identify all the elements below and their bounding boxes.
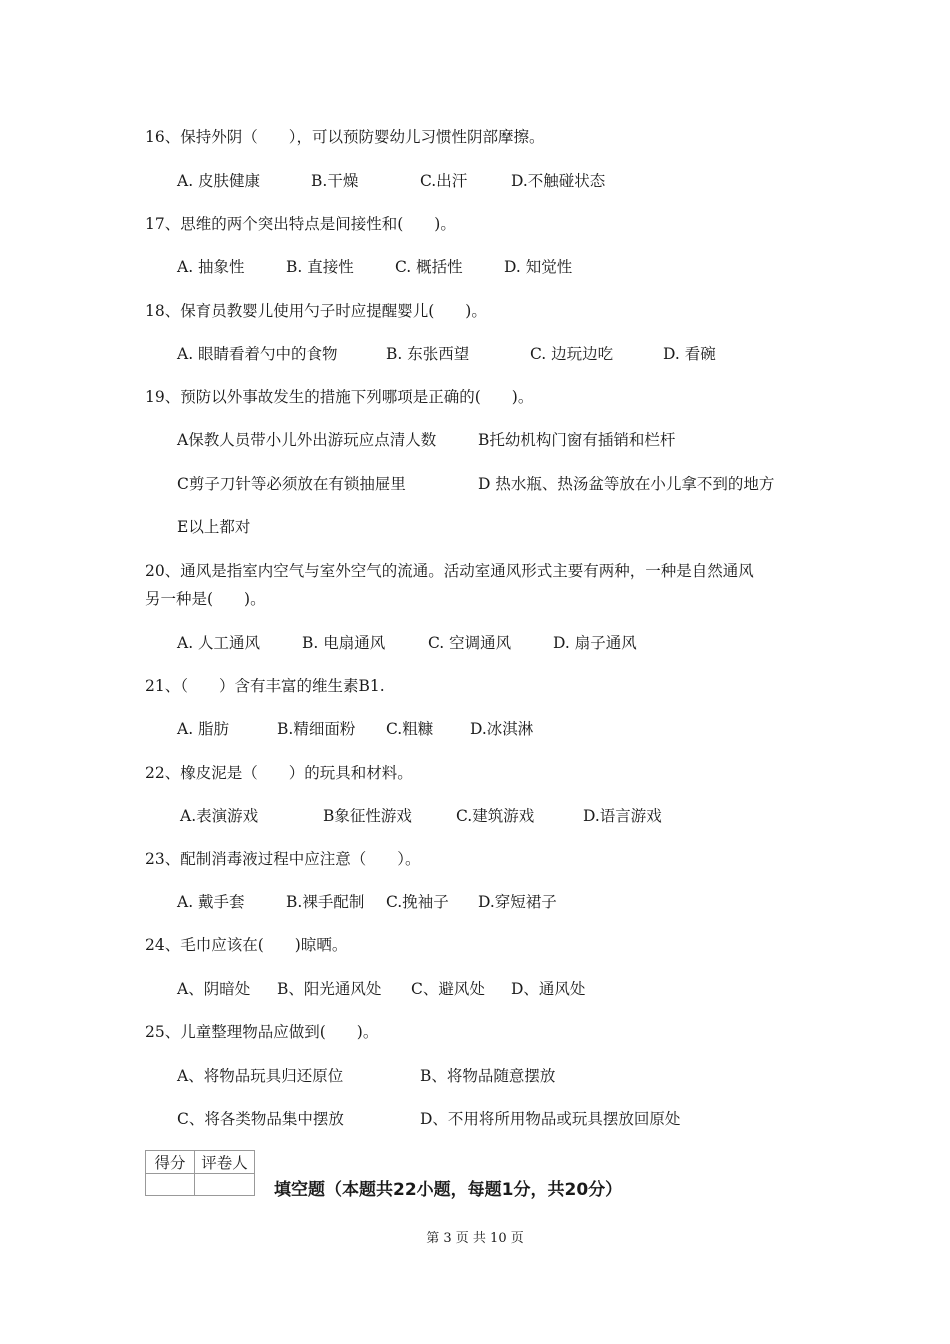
question-23-option-a: A. 戴手套 (177, 893, 245, 911)
question-19-option-c: C剪子刀针等必须放在有锁抽屉里 (177, 475, 406, 493)
question-24-option-d: D、通风处 (511, 980, 586, 998)
question-20-option-d: D. 扇子通风 (553, 634, 637, 652)
question-16-option-b: B.干燥 (311, 172, 359, 190)
question-19-option-b: B托幼机构门窗有插销和栏杆 (478, 431, 676, 449)
question-22-option-c: C.建筑游戏 (456, 807, 535, 825)
question-20-option-b: B. 电扇通风 (302, 634, 386, 652)
question-21-option-a: A. 脂肪 (177, 720, 230, 738)
score-table (145, 1150, 255, 1196)
question-22-option-b: B象征性游戏 (323, 807, 412, 825)
question-22-stem: 22、橡皮泥是（ ）的玩具和材料。 (145, 764, 413, 782)
question-16-option-d: D.不触碰状态 (511, 172, 606, 190)
question-20-option-a: A. 人工通风 (177, 634, 261, 652)
question-23-option-c: C.挽袖子 (386, 893, 449, 911)
question-23-option-d: D.穿短裙子 (478, 893, 557, 911)
question-17-option-d: D. 知觉性 (504, 258, 573, 276)
question-25-option-a: A、将物品玩具归还原位 (177, 1067, 344, 1085)
question-16-stem: 16、保持外阴（ ），可以预防婴幼儿习惯性阴部摩擦。 (145, 128, 545, 146)
question-18-option-d: D. 看碗 (663, 345, 716, 363)
question-23-stem: 23、配制消毒液过程中应注意（ ）。 (145, 850, 421, 868)
question-25-option-b: B、将物品随意摆放 (420, 1067, 556, 1085)
question-19-option-a: A保教人员带小儿外出游玩应点清人数 (177, 431, 437, 449)
question-24-option-a: A、阴暗处 (177, 980, 251, 998)
question-20-option-c: C. 空调通风 (428, 634, 512, 652)
question-24-option-c: C、避风处 (411, 980, 485, 998)
question-23-option-b: B.裸手配制 (286, 893, 365, 911)
question-17-option-c: C. 概括性 (395, 258, 463, 276)
question-19-option-d: D 热水瓶、热汤盆等放在小儿拿不到的地方 (478, 475, 775, 493)
question-18-option-b: B. 东张西望 (386, 345, 470, 363)
question-21-option-c: C.粗糠 (386, 720, 434, 738)
question-16-option-c: C.出汗 (420, 172, 468, 190)
question-16-option-a: A. 皮肤健康 (177, 172, 261, 190)
question-20-stem-line1: 20、通风是指室内空气与室外空气的流通。活动室通风形式主要有两种，一种是自然通风 (145, 562, 754, 580)
grader-cell[interactable] (195, 1174, 255, 1196)
grader-header: 评卷人 (195, 1151, 255, 1174)
question-25-option-c: C、将各类物品集中摆放 (177, 1110, 344, 1128)
question-19-option-e: E以上都对 (177, 518, 251, 536)
question-25-stem: 25、儿童整理物品应做到( )。 (145, 1023, 379, 1041)
question-25-option-d: D、不用将所用物品或玩具摆放回原处 (420, 1110, 681, 1128)
question-21-option-b: B.精细面粉 (277, 720, 356, 738)
question-22-option-d: D.语言游戏 (583, 807, 662, 825)
question-20-stem-line2: 另一种是( )。 (145, 590, 266, 608)
question-21-stem: 21、（ ）含有丰富的维生素B1. (145, 677, 385, 695)
question-18-option-a: A. 眼睛看着勺中的食物 (177, 345, 338, 363)
question-24-option-b: B、阳光通风处 (277, 980, 382, 998)
section-title: 填空题（本题共22小题，每题1分，共20分） (274, 1180, 623, 1200)
question-18-stem: 18、保育员教婴儿使用勺子时应提醒婴儿( )。 (145, 302, 487, 320)
score-header: 得分 (146, 1151, 195, 1174)
score-cell[interactable] (146, 1174, 195, 1196)
question-17-option-a: A. 抽象性 (177, 258, 245, 276)
question-18-option-c: C. 边玩边吃 (530, 345, 614, 363)
question-24-stem: 24、毛巾应该在( )晾晒。 (145, 936, 348, 954)
question-17-option-b: B. 直接性 (286, 258, 354, 276)
question-19-stem: 19、预防以外事故发生的措施下列哪项是正确的( )。 (145, 388, 534, 406)
question-21-option-d: D.冰淇淋 (470, 720, 534, 738)
question-17-stem: 17、思维的两个突出特点是间接性和( )。 (145, 215, 456, 233)
page-footer: 第 3 页 共 10 页 (426, 1231, 524, 1246)
question-22-option-a: A.表演游戏 (180, 807, 259, 825)
